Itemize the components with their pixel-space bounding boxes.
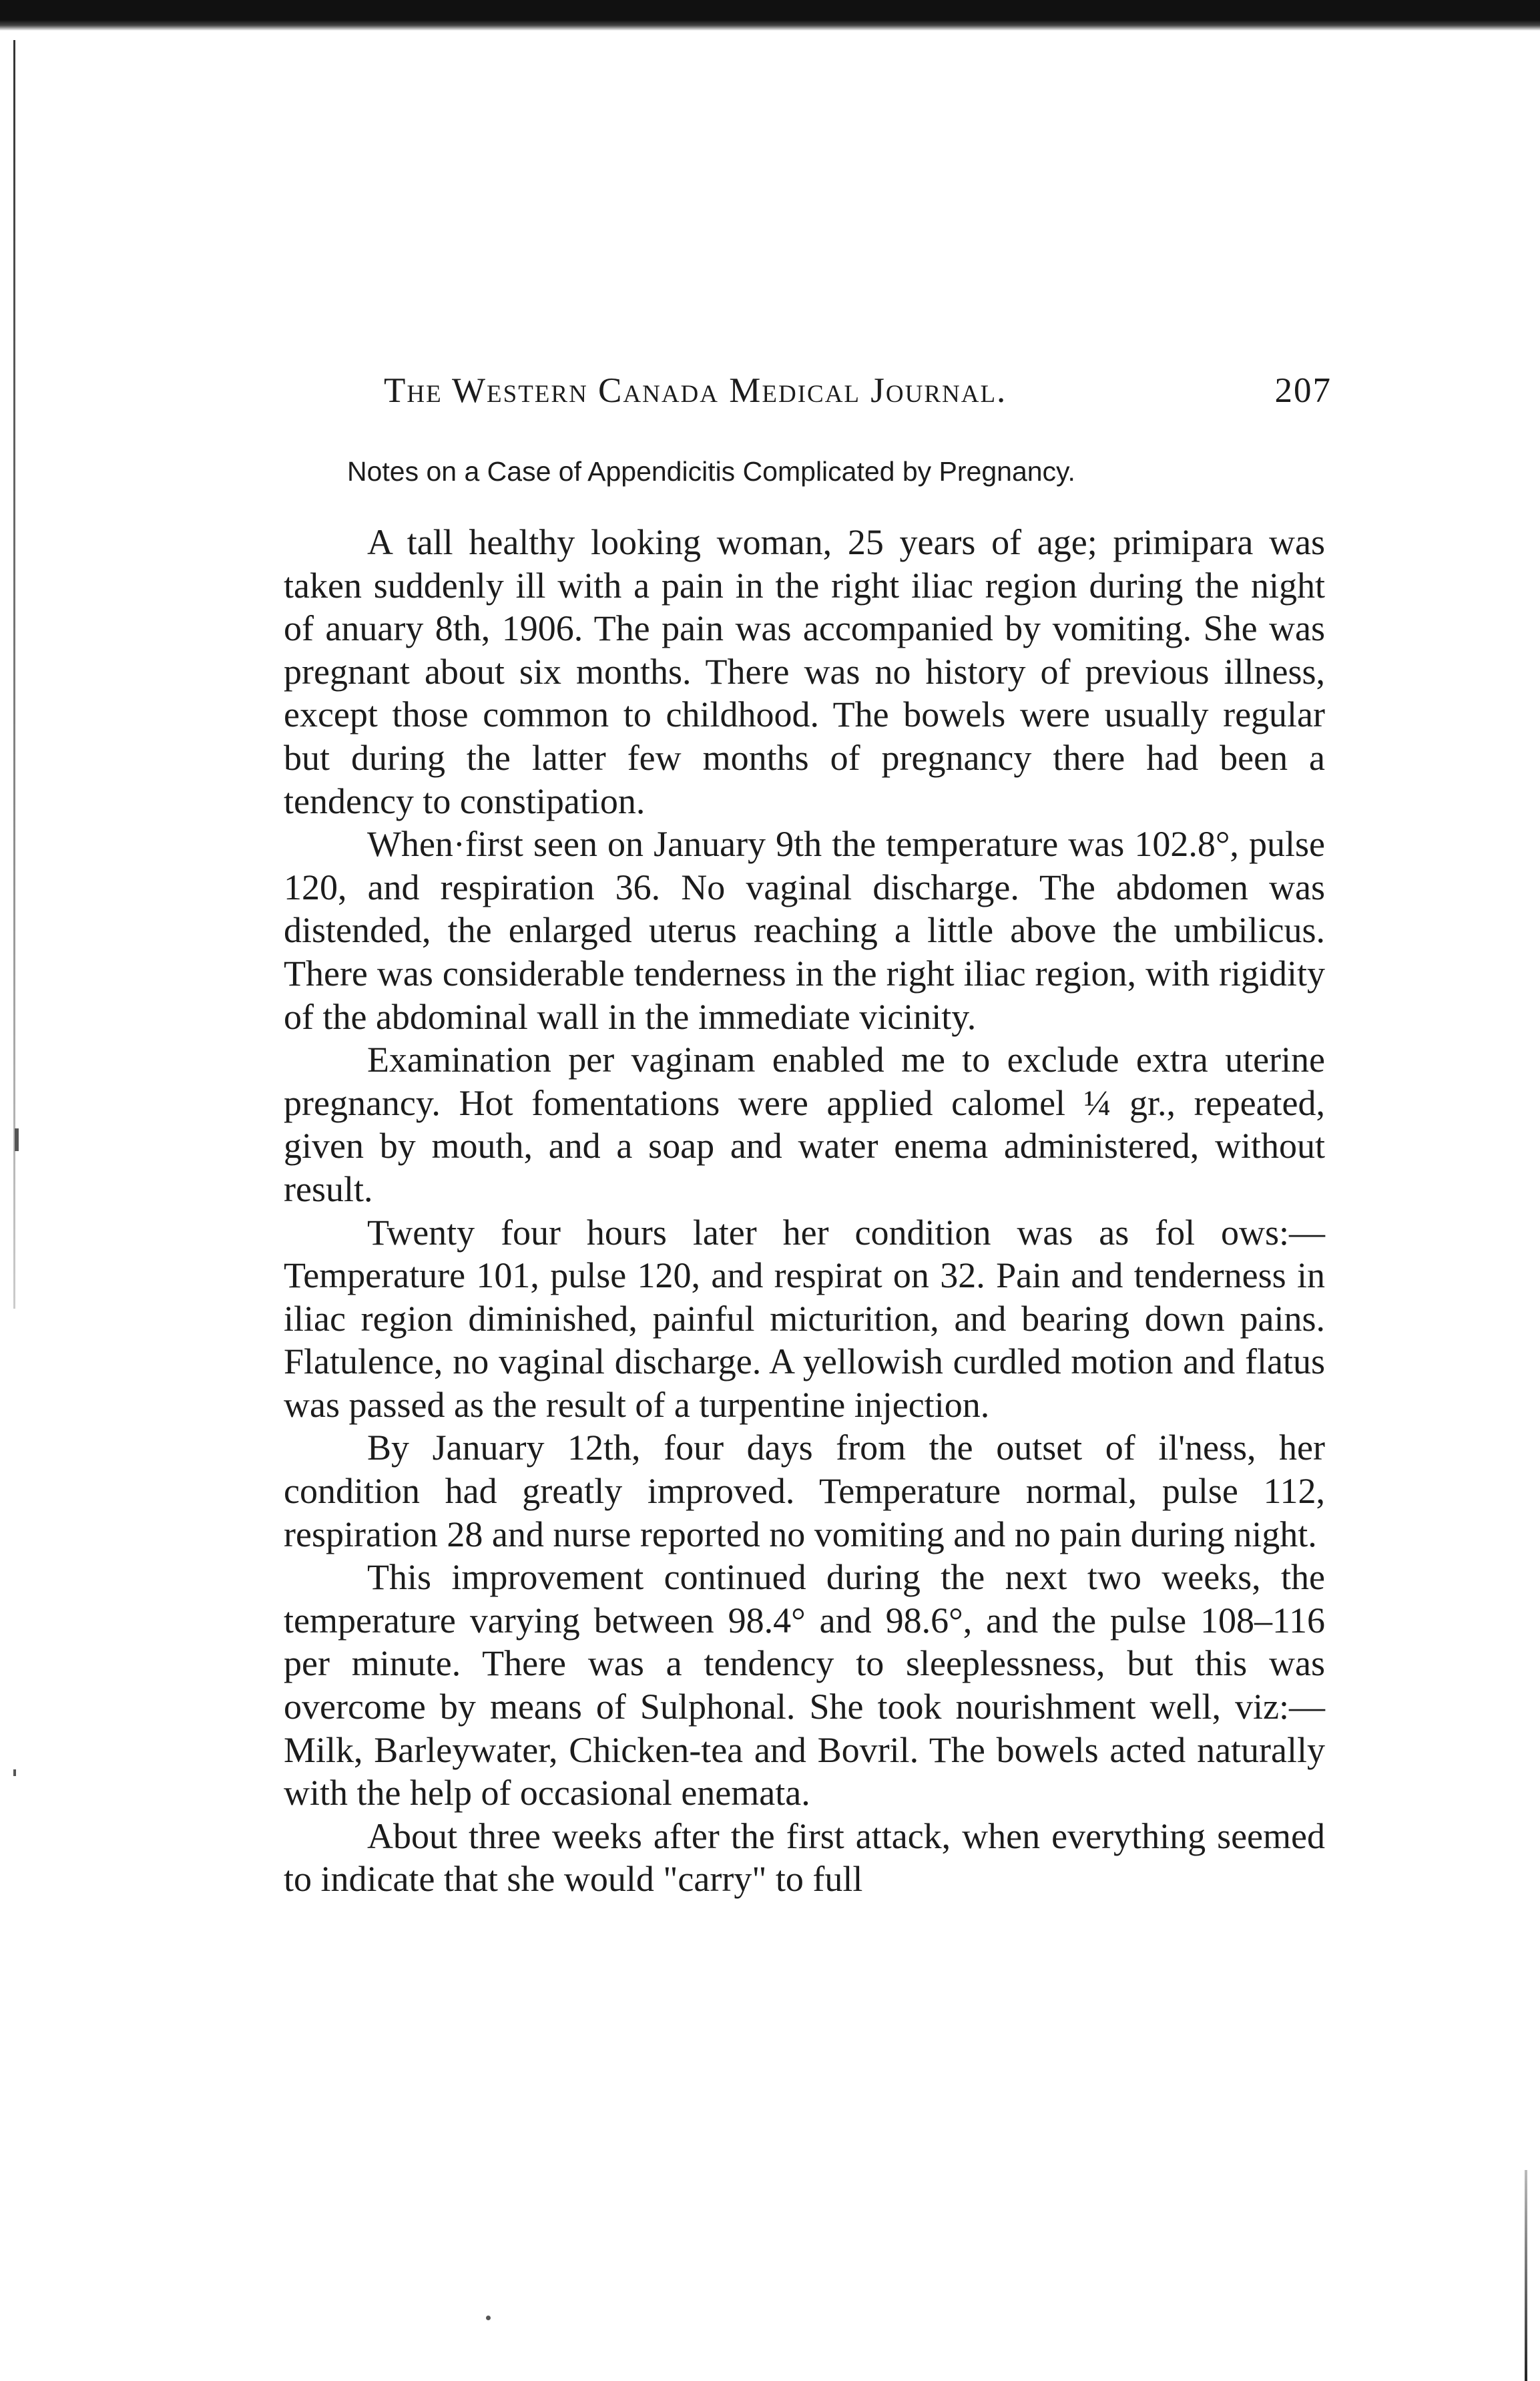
journal-title: The Western Canada Medical Journal. [384, 371, 1007, 410]
scan-top-edge [0, 0, 1540, 31]
paragraph: By January 12th, four days from the outset of il'ness, her condition had greatly improved. Temperature normal, pulse 112, respiration 28 and nurse reported no vomiting and no pain during night. [284, 1428, 1325, 1554]
scan-left-edge [13, 40, 15, 1309]
paragraph: A tall healthy looking woman, 25 years of age; primipara was taken suddenly ill with a pain in the right iliac region during the night of anuary 8th, 1906. The pain was accompanied by vomiting. She was pregnant about six months. There was no history of previous illness, except those common to childhood. The bowels were usually regular but during the latter few months of pregnancy there had been a tendency to constipation. [284, 522, 1325, 821]
scan-speck [15, 1128, 19, 1151]
running-header [384, 371, 1332, 424]
scan-right-edge [1525, 2170, 1527, 2381]
paragraph: Twenty four hours later her condition was as fol ows:— Temperature 101, pulse 120, and respirat on 32. Pain and tenderness in iliac region diminished, painful micturition, and bearing down pains. Flatulence, no vaginal discharge. A yellowish curdled motion and flatus was passed as the result of a turpentine injection. [284, 1212, 1325, 1425]
page-number: 207 [1274, 371, 1332, 410]
article-title: Notes on a Case of Appendicitis Complicated by Pregnancy. [347, 456, 1075, 487]
paragraph: Examination per vaginam enabled me to exclude extra uterine pregnancy. Hot fomentations were applied calomel ¼ gr., repeated, given by mouth, and a soap and water enema administered, without result. [284, 1040, 1325, 1209]
paragraph: This improvement continued during the next two weeks, the temperature varying between 98.4° and 98.6°, and the pulse 108–116 per minute. There was a tendency to sleeplessness, but this was overcome by means of Sulphonal. She took nourishment well, viz:—Milk, Barleywater, Chicken-tea and Bovril. The bowels acted naturally with the help of occasional enemata. [284, 1557, 1325, 1813]
paragraph: When·first seen on January 9th the temperature was 102.8°, pulse 120, and respiration 36. No vaginal discharge. The abdomen was distended, the enlarged uterus reaching a little above the umbilicus. There was considerable tenderness in the right iliac region, with rigidity of the abdominal wall in the immediate vicinity. [284, 824, 1325, 1037]
paragraph: About three weeks after the first attack, when everything seemed to indicate that she would "carry" to full [284, 1815, 1325, 1900]
scan-speck [486, 2316, 491, 2320]
scan-speck [13, 1769, 16, 1776]
article-body [284, 521, 1325, 1901]
